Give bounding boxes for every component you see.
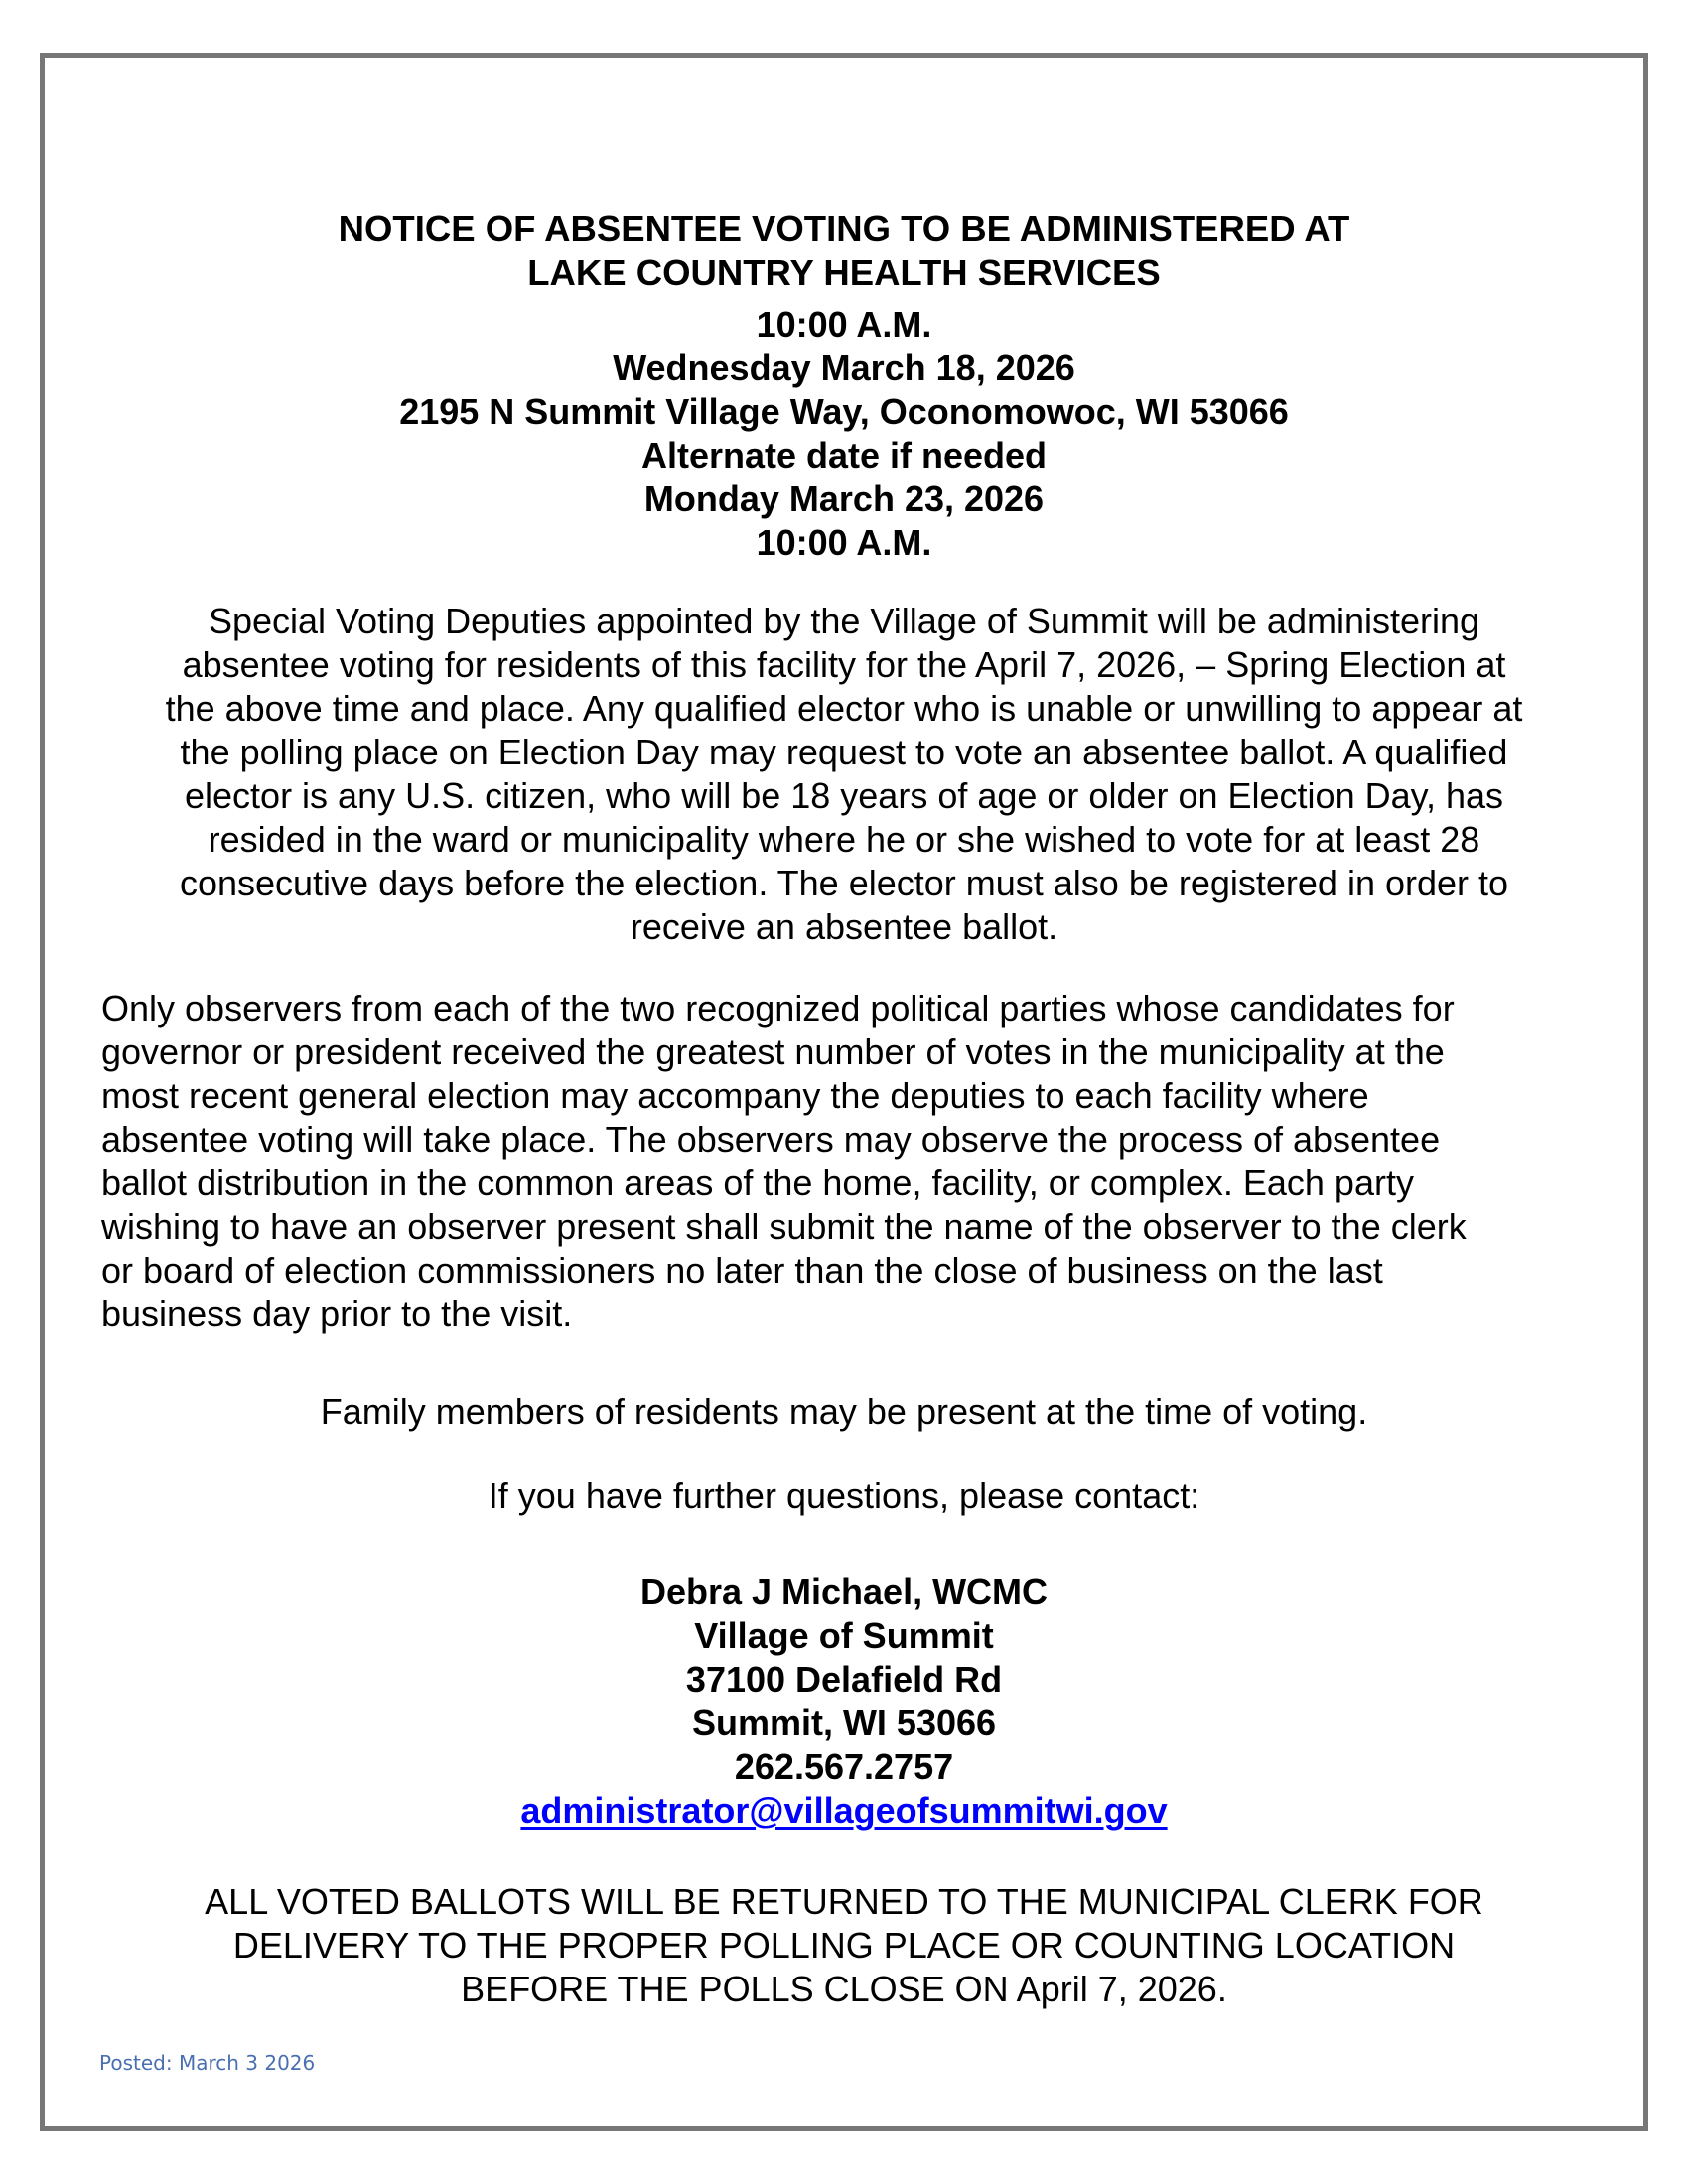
paragraph-2-line: wishing to have an observer present shall submit the name of the observer to the clerk: [101, 1206, 1467, 1247]
paragraph-2-line: business day prior to the visit.: [101, 1294, 573, 1334]
alternate-time: 10:00 A.M.: [756, 522, 932, 563]
contact-intro: If you have further questions, please contact:: [488, 1475, 1200, 1516]
schedule-time: 10:00 A.M.: [756, 304, 932, 344]
paragraph-1-line: receive an absentee ballot.: [630, 906, 1058, 947]
notice-title-line-1: NOTICE OF ABSENTEE VOTING TO BE ADMINISTERED AT: [338, 208, 1350, 249]
paragraph-1-line: resided in the ward or municipality where he or she wished to vote for at least 28: [208, 819, 1480, 860]
closing-line: ALL VOTED BALLOTS WILL BE RETURNED TO THE MUNICIPAL CLERK FOR: [205, 1881, 1483, 1922]
paragraph-2-line: Only observers from each of the two recognized political parties whose candidates for: [101, 988, 1455, 1028]
schedule-address: 2195 N Summit Village Way, Oconomowoc, WI 53066: [399, 391, 1289, 432]
contact-name: Debra J Michael, WCMC: [639, 1571, 1049, 1612]
contact-phone: 262.567.2757: [734, 1746, 954, 1787]
paragraph-1-line: the above time and place. Any qualified elector who is unable or unwilling to appear at: [165, 688, 1523, 729]
contact-email-link[interactable]: administrator@villageofsummitwi.gov: [520, 1790, 1168, 1831]
contact-organization: Village of Summit: [694, 1615, 994, 1656]
closing-line: DELIVERY TO THE PROPER POLLING PLACE OR COUNTING LOCATION: [232, 1925, 1456, 1966]
contact-city-state-zip: Summit, WI 53066: [691, 1703, 997, 1743]
contact-street: 37100 Delafield Rd: [685, 1659, 1003, 1700]
schedule-date: Wednesday March 18, 2026: [613, 347, 1075, 388]
contact-email-row: [0, 1789, 1688, 1833]
paragraph-1-line: consecutive days before the election. The elector must also be registered in order to: [179, 863, 1509, 903]
paragraph-1-line: the polling place on Election Day may request to vote an absentee ballot. A qualified: [180, 732, 1508, 772]
paragraph-1-line: Special Voting Deputies appointed by the Village of Summit will be administering: [208, 601, 1480, 641]
paragraph-1-line: absentee voting for residents of this facility for the April 7, 2026, – Spring Election at: [182, 644, 1506, 685]
paragraph-2-line: most recent general election may accompany the deputies to each facility where: [101, 1075, 1369, 1116]
paragraph-1-line: elector is any U.S. citizen, who will be 18 years of age or older on Election Day, has: [185, 775, 1503, 816]
paragraph-2-line: governor or president received the greatest number of votes in the municipality at the: [101, 1031, 1445, 1072]
paragraph-2-line: or board of election commissioners no later than the close of business on the last: [101, 1250, 1383, 1291]
posted-date: Posted: March 3 2026: [99, 2051, 316, 2075]
alternate-date-label: Alternate date if needed: [640, 435, 1048, 476]
alternate-date: Monday March 23, 2026: [643, 478, 1045, 519]
closing-line: BEFORE THE POLLS CLOSE ON April 7, 2026.: [461, 1969, 1227, 2009]
notice-title-line-2: LAKE COUNTRY HEALTH SERVICES: [527, 252, 1161, 293]
family-note: Family members of residents may be present at the time of voting.: [320, 1391, 1368, 1432]
paragraph-2-line: absentee voting will take place. The observers may observe the process of absentee: [101, 1119, 1441, 1160]
paragraph-2-line: ballot distribution in the common areas of the home, facility, or complex. Each party: [101, 1162, 1414, 1203]
